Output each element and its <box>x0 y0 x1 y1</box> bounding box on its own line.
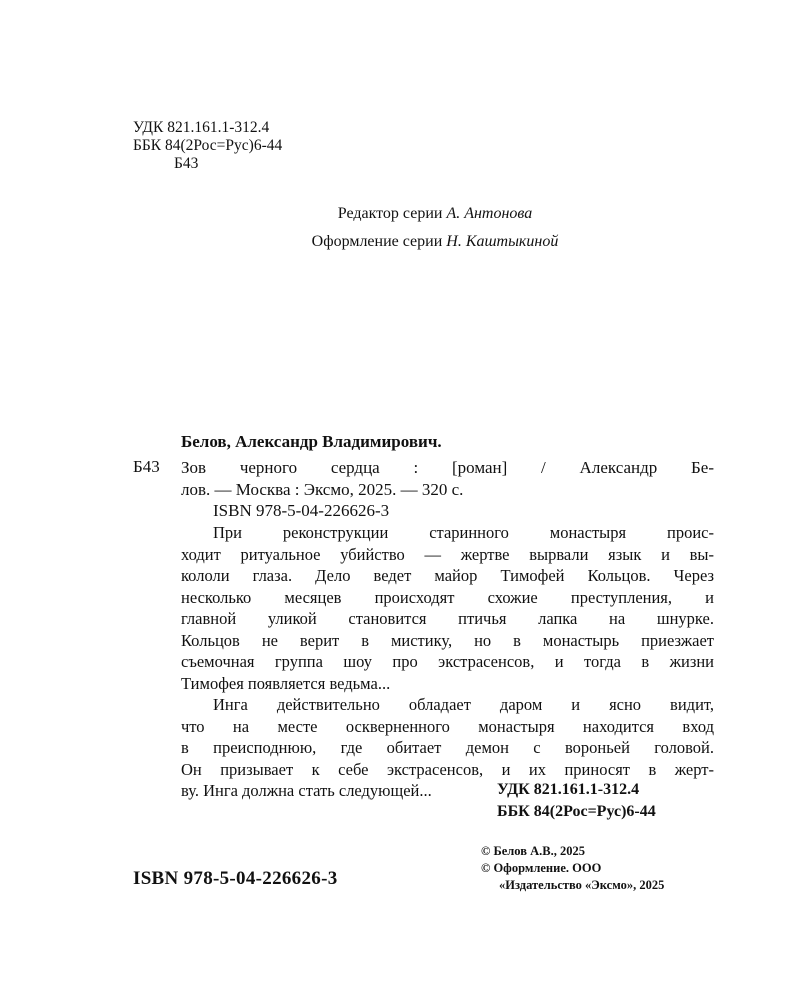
isbn-record: ISBN 978-5-04-226626-3 <box>213 501 390 520</box>
series-design-name: Н. Каштыкиной <box>446 233 559 250</box>
annotation-line: в преисподнюю, где обитает демон с вороньей головой. <box>181 738 714 757</box>
annotation-line: главной уликой становится птичья лапка на шнурке. <box>181 609 714 628</box>
series-editor-label: Редактор серии <box>337 205 443 222</box>
annotation-line: съемочная группа шоу про экстрасенсов, и тогда в жизни <box>181 652 714 671</box>
annotation-line: Инга действительно обладает даром и ясно видит, <box>213 695 714 714</box>
annotation-line: При реконструкции старинного монастыря проис- <box>213 523 714 542</box>
bbk-code: ББК 84(2Рос=Рус)6-44 <box>133 137 283 154</box>
annotation-line: несколько месяцев происходят схожие преступления, и <box>181 587 714 607</box>
udk-code-bottom: УДК 821.161.1-312.4 <box>497 781 640 798</box>
author-sign: Б43 <box>174 155 199 172</box>
bbk-code-bottom: ББК 84(2Рос=Рус)6-44 <box>497 803 656 820</box>
udk-code: УДК 821.161.1-312.4 <box>133 119 270 136</box>
description-line: Зов черного сердца : [роман] / Александр Бе- <box>181 458 714 477</box>
author-heading: Белов, Александр Владимирович. <box>181 432 442 451</box>
annotation-line: ву. Инга должна стать следующей... <box>181 781 432 800</box>
copyright-publisher: «Издательство «Эксмо», 2025 <box>499 878 665 892</box>
isbn-bottom: ISBN 978-5-04-226626-3 <box>133 868 338 889</box>
copyright-design: © Оформление. ООО <box>481 861 602 875</box>
classification-codes-bottom <box>497 779 656 823</box>
annotation <box>181 522 714 802</box>
bibliographic-description <box>181 457 714 501</box>
annotation-line: что на месте оскверненного монастыря находится вход <box>181 716 714 736</box>
annotation-line: Кольцов не верит в мистику, но в монастырь приезжает <box>181 630 714 650</box>
author-cipher: Б43 <box>133 457 160 476</box>
annotation-line: Тимофея появляется ведьма... <box>181 673 391 693</box>
annotation-line: Он призывает к себе экстрасенсов, и их приносят в жерт- <box>181 759 714 779</box>
annotation-line: ходит ритуальное убийство — жертве вырвали язык и вы- <box>181 544 714 564</box>
annotation-line: кололи глаза. Дело ведет майор Тимофей Кольцов. Через <box>181 566 714 585</box>
description-line: лов. — Москва : Эксмо, 2025. — 320 с. <box>181 480 464 499</box>
series-design-credit <box>0 233 800 251</box>
classification-codes-top <box>133 119 282 173</box>
copyright-block <box>481 843 664 894</box>
copyright-author: © Белов А.В., 2025 <box>481 844 585 858</box>
series-editor-credit <box>0 205 800 223</box>
series-editor-name: А. Антонова <box>446 205 533 222</box>
series-design-label: Оформление серии <box>311 233 443 250</box>
